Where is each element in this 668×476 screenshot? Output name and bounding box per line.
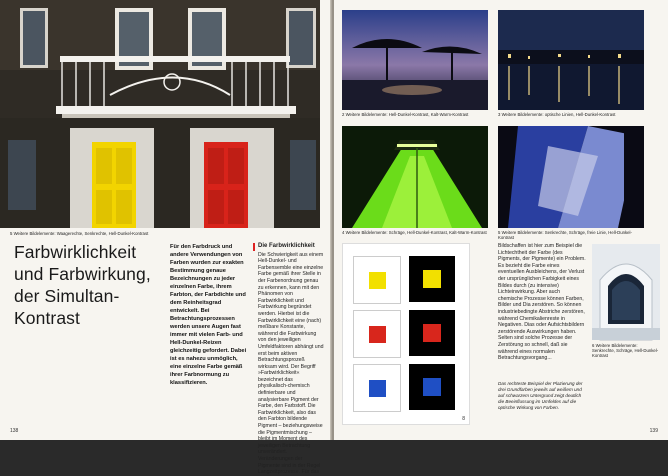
section-heading: Die Farbwirklichkeit [258, 243, 315, 249]
umbrella-sunset-photo [342, 10, 488, 110]
figure-caption-6: 6 Weitere Bildelemente: Senkrechte, Schräge, Hell-Dunkel-Kontrast [592, 343, 659, 358]
white-ground-blue [353, 364, 401, 412]
yellow-square [369, 272, 386, 289]
blue-square [369, 380, 386, 397]
figure-caption-4: 4 Weitere Bildelemente: Schräge, Hell-Dunkel-Kontrast, Kalt-Warm-Kontrast [342, 230, 487, 235]
green-canopy-photo [342, 126, 488, 228]
accent-rule [253, 243, 255, 251]
body-column-right [498, 243, 586, 365]
arched-window-photo [592, 244, 660, 340]
page-number-left: 138 [10, 428, 19, 434]
page-title: Farbwirklichkeit und Farbwirkung, der Simultan-Kontrast [14, 242, 151, 328]
figure-caption-1: 5 Weitere Bildelemente: Waagerechte, Senkrechte, Hell-Dunkel-Kontrast [10, 231, 149, 236]
right-page [334, 0, 668, 440]
intro-paragraph: Für den Farbdruck und andere Verwendungen von Farben wurden zur exakten Bestimmung genaue Bezeichnungen zu jeder einzelnen Farbe, ihrem Farbton, der Farbdichte und dem Reinheitsgrad entwickelt. Bei Betrachtungsprozessen werden unsere Augen fast immer mit vielen Farb- und Hell-Dunkel-Reizen gleichzeitig gefordert. Dabei ist es nahezu unmöglich, eine einzelne Farbe gemäß ihrer Farbnormung zu klassifizieren. [170, 244, 247, 386]
black-ground-blue [409, 364, 455, 410]
figure-caption-3: 3 Weitere Bildelemente: optische Linien, Hell-Dunkel-Kontrast [498, 112, 616, 117]
simultaneous-contrast-figure [342, 243, 470, 425]
white-ground-red [353, 310, 401, 358]
red-square [369, 326, 386, 343]
figure-caption-2: 2 Weitere Bildelemente: Hell-Dunkel-Kontrast, Kalt-Warm-Kontrast [342, 112, 469, 117]
blue-square-on-black [423, 378, 441, 396]
blue-abstract-photo [498, 126, 644, 228]
harbor-night-photo [498, 10, 644, 110]
body-column-left [258, 243, 324, 476]
figure-label: 8 [462, 416, 465, 422]
white-ground-yellow [353, 256, 401, 304]
black-ground-red [409, 310, 455, 356]
figure-explanation: Das rechteste Beispiel der Plazierung der drei Grundfarben jeweils auf weißem und auf schwarzem Untergrund zeigt deutlich die Beeinflussung im Umfeldes auf die optische Wirkung von Farben. [498, 381, 583, 410]
black-ground-yellow [409, 256, 455, 302]
figure-caption-5: 5 Weitere Bildelemente: Senkrechte, Schräge, freie Linie, Hell-Dunkel-Kontrast [498, 230, 632, 240]
house-facade-photo [0, 0, 320, 228]
body-text: Die Schwierigkeit aus einem Hell-Dunkel- und Farbensemble eine einzelne Farbe gemäß ihrer Stelle in der Farbenordnung genau zu erkennen, kann mit den Phänomen von Farbwirklichkeit und Farbwirkung begründet werden. Hierbei ist die Farbwirklichkeit eine (nach) meßbare Konstante, während die Farbwirkung von den jeweiligen Umfeldfaktoren abhängt und erst beim aktiven Betrachtungsprozeß wirksam wird. Der Begriff »Farbwirklichkeit« bezeichnet das physikalisch-chemisch definierbare und analysierbare Pigment der Farbe, den Farbstoff. Die Farbwirklichkeit, also das den Farbton bildende Pigment – beziehungsweise die Pigmentmischung – bleibt im Moment des jeweiligen Betrachtung unverändert. Veränderungen der Pigmente sind in der Regel Langzeitprozesse. Für das [258, 251, 324, 476]
page-number-right: 139 [649, 428, 658, 434]
left-page [0, 0, 332, 476]
yellow-square-on-black [423, 270, 441, 288]
red-square-on-black [423, 324, 441, 342]
body-text-right: Bildschaffen ist hier zum Beispiel die Lichtechtheit der Farbe (des Pigments, der Pigmente) ein Problem. Es bezieht die Farbe eines eventuellen Ausbleichens, der Verlust der ursprünglichen Farbigkeit eines Bildes durch (zu intensive) Lichteinwirkung. Aber auch chemische Prozesse können Farben, Bilder und Dia zerstören. So können industriebedingte Abstriche zerstören, während Chemikalienreste in Negativen. Dias oder Aufsichtsbildern zerstörende Auswirkungen haben. Selten sind solche Prozesse der Zerstörung so schnell, daß sie während eines normalen Betrachtungsvorgang... [498, 243, 586, 362]
